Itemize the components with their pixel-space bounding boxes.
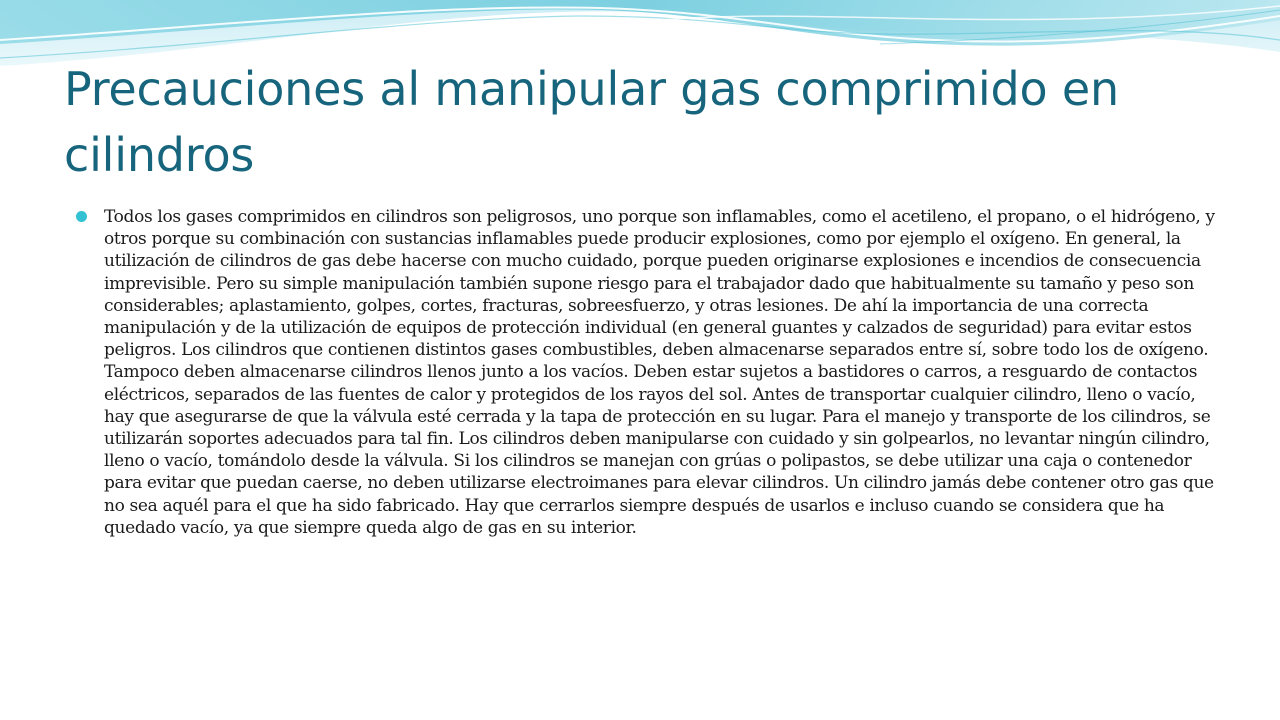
bullet-list <box>76 206 1216 539</box>
bullet-dot-icon <box>76 211 87 222</box>
slide-title: Precauciones al manipular gas comprimido en cilindros <box>64 62 1119 182</box>
bullet-text: Todos los gases comprimidos en cilindros son peligrosos, uno porque son inflamables, como el acetileno, el propano, o el hidrógeno, y otros porque su combinación con sustancias inflamables puede producir explosiones, como por ejemplo el oxígeno. En general, la utilización de cilindros de gas debe hacerse con mucho cuidado, porque pueden originarse explosiones e incendios de consecuencia imprevisible. Pero su simple manipulación también supone riesgo para el trabajador dado que habitualmente su tamaño y peso son considerables; aplastamiento, golpes, cortes, fracturas, sobreesfuerzo, y otras lesiones. De ahí la importancia de una correcta manipulación y de la utilización de equipos de protección individual (en general guantes y calzados de seguridad) para evitar estos peligros. Los cilindros que contienen distintos gases combustibles, deben almacenarse separados entre sí, sobre todo los de oxígeno. Tampoco deben almacenarse cilindros llenos junto a los vacíos. Deben estar sujetos a bastidores o carros, a resguardo de contactos eléctricos, separados de las fuentes de calor y protegidos de los rayos del sol. Antes de transportar cualquier cilindro, lleno o vacío, hay que asegurarse de que la válvula esté cerrada y la tapa de protección en su lugar. Para el manejo y transporte de los cilindros, se utilizarán soportes adecuados para tal fin. Los cilindros deben manipularse con cuidado y sin golpearlos, no levantar ningún cilindro, lleno o vacío, tomándolo desde la válvula. Si los cilindros se manejan con grúas o polipastos, se debe utilizar una caja o contenedor para evitar que puedan caerse, no deben utilizarse electroimanes para elevar cilindros. Un cilindro jamás debe contener otro gas que no sea aquél para el que ha sido fabricado. Hay que cerrarlos siempre después de usarlos e incluso cuando se considera que ha quedado vacío, ya que siempre queda algo de gas en su interior. <box>104 207 1215 538</box>
bullet-item <box>76 206 1216 539</box>
